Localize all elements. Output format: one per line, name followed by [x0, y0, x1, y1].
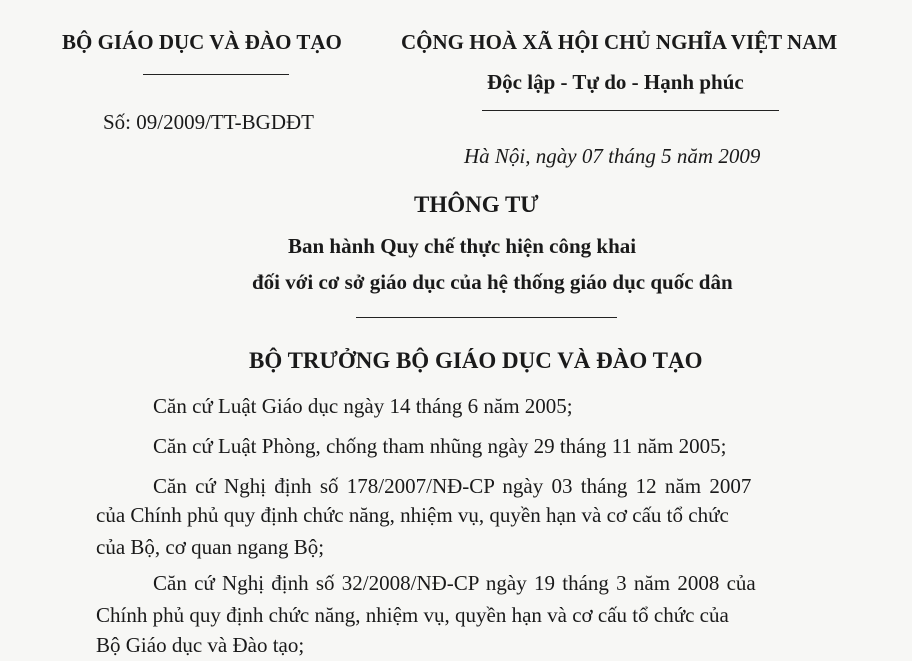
legal-basis-line: của Chính phủ quy định chức năng, nhiệm vụ, quyền hạn và cơ cấu tổ chức [96, 503, 729, 527]
legal-basis-line: Bộ Giáo dục và Đào tạo; [96, 633, 305, 657]
legal-basis-line: của Bộ, cơ quan ngang Bộ; [96, 535, 325, 559]
legal-basis-line: Căn cứ Luật Phòng, chống tham nhũng ngày 29 tháng 11 năm 2005; [153, 434, 727, 458]
subject-line-1: Ban hành Quy chế thực hiện công khai [288, 234, 637, 258]
issuer-heading: BỘ TRƯỞNG BỘ GIÁO DỤC VÀ ĐÀO TẠO [249, 348, 703, 373]
issue-date: Hà Nội, ngày 07 tháng 5 năm 2009 [464, 144, 761, 168]
document-number: Số: 09/2009/TT-BGDĐT [103, 110, 314, 134]
ministry-name: BỘ GIÁO DỤC VÀ ĐÀO TẠO [62, 30, 342, 54]
subject-line-2: đối với cơ sở giáo dục của hệ thống giáo dục quốc dân [252, 270, 733, 294]
title-underline [356, 317, 617, 318]
legal-basis-line: Chính phủ quy định chức năng, nhiệm vụ, quyền hạn và cơ cấu tổ chức của [96, 603, 729, 627]
motto-underline [482, 110, 779, 111]
ministry-underline [143, 74, 289, 75]
republic-name: CỘNG HOÀ XÃ HỘI CHỦ NGHĨA VIỆT NAM [401, 30, 838, 54]
document-type: THÔNG TƯ [414, 192, 539, 217]
legal-basis-line: Căn cứ Luật Giáo dục ngày 14 tháng 6 năm 2005; [153, 394, 573, 418]
national-motto: Độc lập - Tự do - Hạnh phúc [487, 70, 744, 94]
legal-basis-line: Căn cứ Nghị định số 178/2007/NĐ-CP ngày 03 tháng 12 năm 2007 [153, 474, 752, 498]
legal-basis-line: Căn cứ Nghị định số 32/2008/NĐ-CP ngày 19 tháng 3 năm 2008 của [153, 571, 756, 595]
